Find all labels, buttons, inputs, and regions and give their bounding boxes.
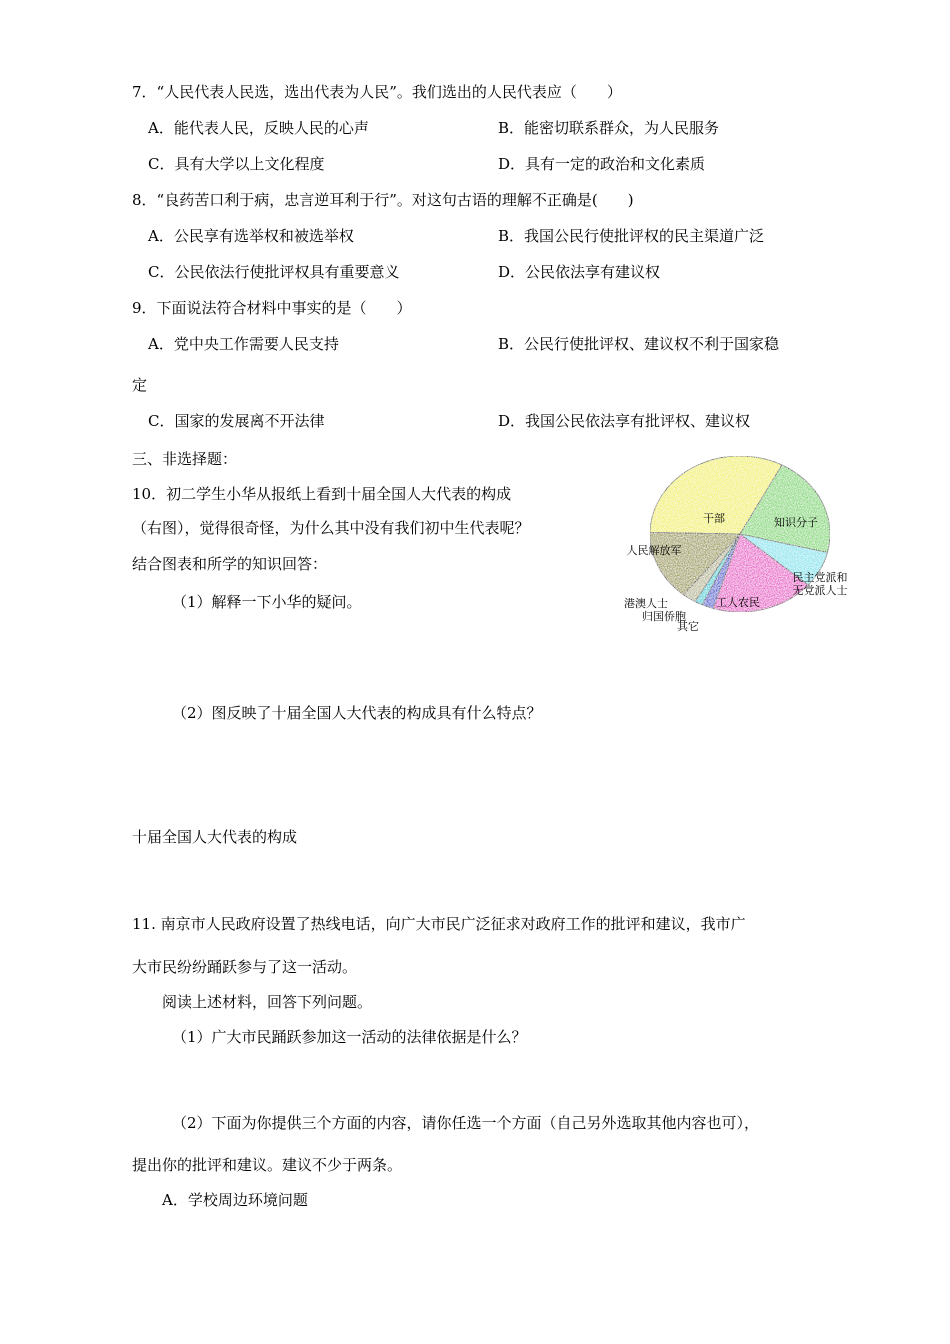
q10-line-1: 10．初二学生小华从报纸上看到十届全国人大代表的构成 — [132, 485, 512, 503]
pie-label-2: 知识分子 — [774, 516, 818, 529]
q11-line-1: 11. 南京市人民政府设置了热线电话，向广大市民广泛征求对政府工作的批评和建议，我市广 — [132, 915, 746, 933]
q11-option-a: A．学校周边环境问题 — [162, 1191, 308, 1209]
q7-option-b: B．能密切联系群众，为人民服务 — [498, 119, 720, 137]
q11-line-2: 大市民纷纷踊跃参与了这一活动。 — [132, 958, 358, 976]
q8-option-c: C．公民依法行使批评权具有重要意义 — [148, 263, 400, 281]
q9-option-d: D．我国公民依法享有批评权、建议权 — [498, 412, 751, 430]
pie-label-8: 人民解放军 — [626, 544, 682, 557]
pie-label-3: 民主党派和无党派人士 — [792, 571, 848, 597]
q7-option-c: C．具有大学以上文化程度 — [148, 155, 325, 173]
q10-sub-1: （1）解释一下小华的疑问。 — [172, 593, 362, 611]
q8-option-b: B．我国公民行使批评权的民主渠道广泛 — [498, 227, 765, 245]
q7-option-d: D．具有一定的政治和文化素质 — [498, 155, 706, 173]
q11-read-instruction: 阅读上述材料，回答下列问题。 — [162, 993, 373, 1011]
q8-option-a: A．公民享有选举权和被选举权 — [148, 227, 354, 245]
section-heading: 三、非选择题： — [132, 450, 238, 468]
q9-option-b: B．公民行使批评权、建议权不利于国家稳 — [498, 335, 780, 353]
q9-stem: 9．下面说法符合材料中事实的是（ ） — [132, 299, 412, 317]
q8-option-d: D．公民依法享有建议权 — [498, 263, 661, 281]
chart-caption: 十届全国人大代表的构成 — [132, 828, 298, 846]
q11-sub-1: （1）广大市民踊跃参加这一活动的法律依据是什么？ — [172, 1028, 527, 1046]
q11-sub-2-line-2: 提出你的批评和建议。建议不少于两条。 — [132, 1156, 403, 1174]
q10-sub-2: （2）图反映了十届全国人大代表的构成具有什么特点？ — [172, 704, 542, 722]
q9-option-b-continuation: 定 — [132, 376, 148, 394]
q7-stem: 7．“人民代表人民选，选出代表为人民”。我们选出的人民代表应（ ） — [132, 83, 622, 101]
q9-option-a: A．党中央工作需要人民支持 — [148, 335, 339, 353]
representatives-pie-chart — [612, 452, 852, 642]
q10-line-3: 结合图表和所学的知识回答： — [132, 555, 328, 573]
q9-option-c: C．国家的发展离不开法律 — [148, 412, 325, 430]
q10-line-2: （右图），觉得很奇怪，为什么其中没有我们初中生代表呢？ — [132, 519, 530, 537]
q7-option-a: A．能代表人民，反映人民的心声 — [148, 119, 369, 137]
pie-label-6: 归国侨胞 — [642, 610, 686, 623]
pie-label-1: 干部 — [703, 512, 725, 525]
q11-sub-2-line-1: （2）下面为你提供三个方面的内容，请你任选一个方面（自己另外选取其他内容也可）， — [172, 1114, 760, 1132]
pie-label-4: 工人农民 — [716, 596, 760, 609]
q8-stem: 8．“良药苦口利于病，忠言逆耳利于行”。对这句古语的理解不正确是( ) — [132, 191, 634, 209]
pie-label-5: 其它 — [677, 620, 699, 633]
pie-label-7: 港澳人士 — [624, 597, 668, 610]
